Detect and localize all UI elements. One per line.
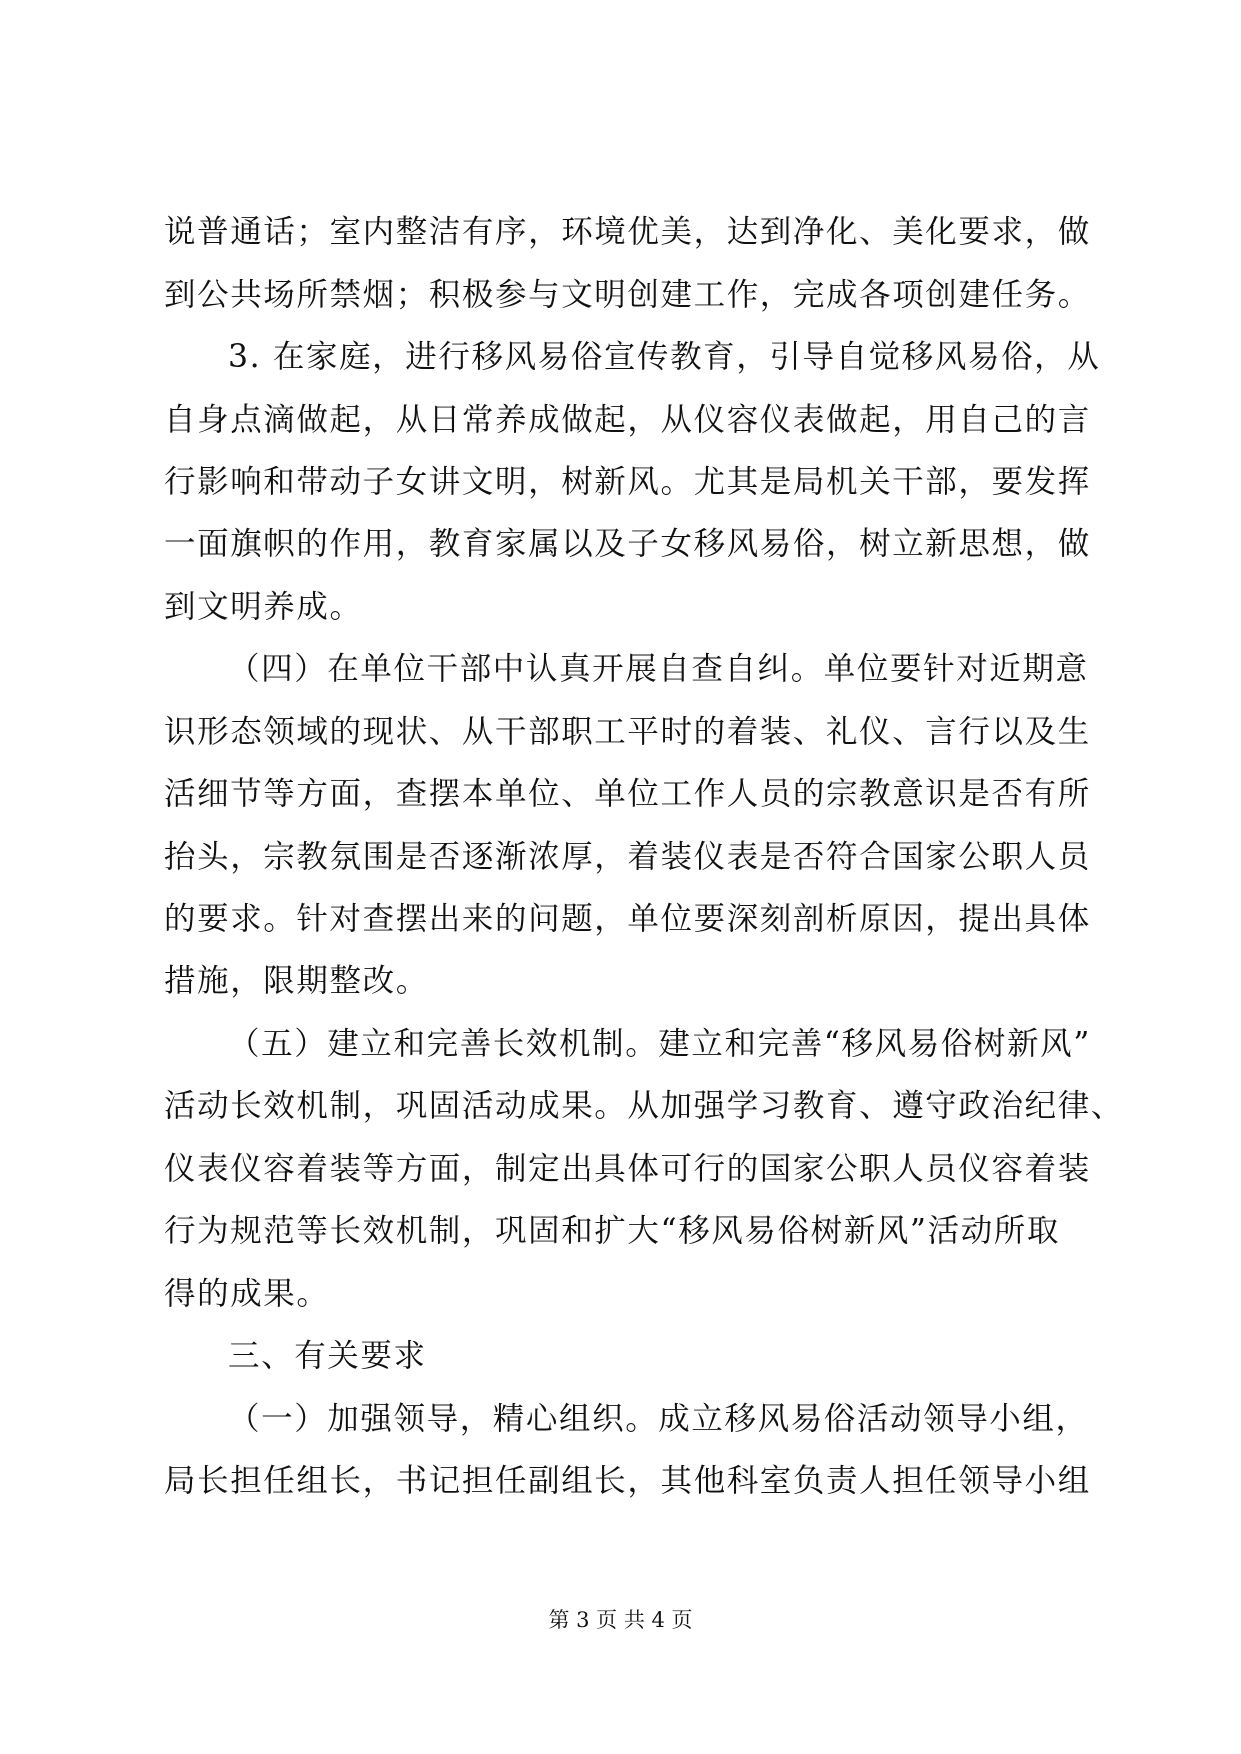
text-line-10: 活细节等方面，查摆本单位、单位工作人员的宗教意识是否有所 bbox=[164, 776, 1091, 812]
text-line-8: （四）在单位干部中认真开展自查自纠。单位要针对近期意 bbox=[228, 651, 1089, 687]
text-line-3: 3. 在家庭，进行移风易俗宣传教育，引导自觉移风易俗，从 bbox=[228, 339, 1101, 375]
text-line-16: 仪表仪容着装等方面，制定出具体可行的国家公职人员仪容着装 bbox=[164, 1151, 1091, 1187]
text-line-17: 行为规范等长效机制，巩固和扩大“移风易俗树新风”活动所取 bbox=[164, 1213, 1061, 1249]
text-line-1: 说普通话；室内整洁有序，环境优美，达到净化、美化要求，做 bbox=[164, 214, 1091, 250]
text-line-6: 一面旗帜的作用，教育家属以及子女移风易俗，树立新思想，做 bbox=[164, 526, 1091, 562]
text-line-9: 识形态领域的现状、从干部职工平时的着装、礼仪、言行以及生 bbox=[164, 714, 1091, 750]
text-line-11: 抬头，宗教氛围是否逐渐浓厚，着装仪表是否符合国家公职人员 bbox=[164, 839, 1091, 875]
text-line-12: 的要求。针对查摆出来的问题，单位要深刻剖析原因，提出具体 bbox=[164, 901, 1091, 937]
text-line-7: 到文明养成。 bbox=[164, 589, 363, 625]
text-line-4: 自身点滴做起，从日常养成做起，从仪容仪表做起，用自己的言 bbox=[164, 402, 1091, 438]
text-line-21: 局长担任组长，书记担任副组长，其他科室负责人担任领导小组 bbox=[164, 1463, 1091, 1499]
text-line-15: 活动长效机制，巩固活动成果。从加强学习教育、遵守政治纪律、 bbox=[164, 1088, 1124, 1124]
text-line-13: 措施，限期整改。 bbox=[164, 963, 429, 999]
page-number-footer: 第 3 页 共 4 页 bbox=[548, 1608, 693, 1632]
text-line-20: （一）加强领导，精心组织。成立移风易俗活动领导小组， bbox=[228, 1401, 1089, 1437]
text-line-14: （五）建立和完善长效机制。建立和完善“移风易俗树新风” bbox=[228, 1026, 1091, 1062]
text-line-5: 行影响和带动子女讲文明，树新风。尤其是局机关干部，要发挥 bbox=[164, 464, 1091, 500]
text-line-2: 到公共场所禁烟；积极参与文明创建工作，完成各项创建任务。 bbox=[164, 277, 1091, 313]
text-line-18: 得的成果。 bbox=[164, 1276, 330, 1312]
section-heading: 三、有关要求 bbox=[228, 1338, 427, 1374]
